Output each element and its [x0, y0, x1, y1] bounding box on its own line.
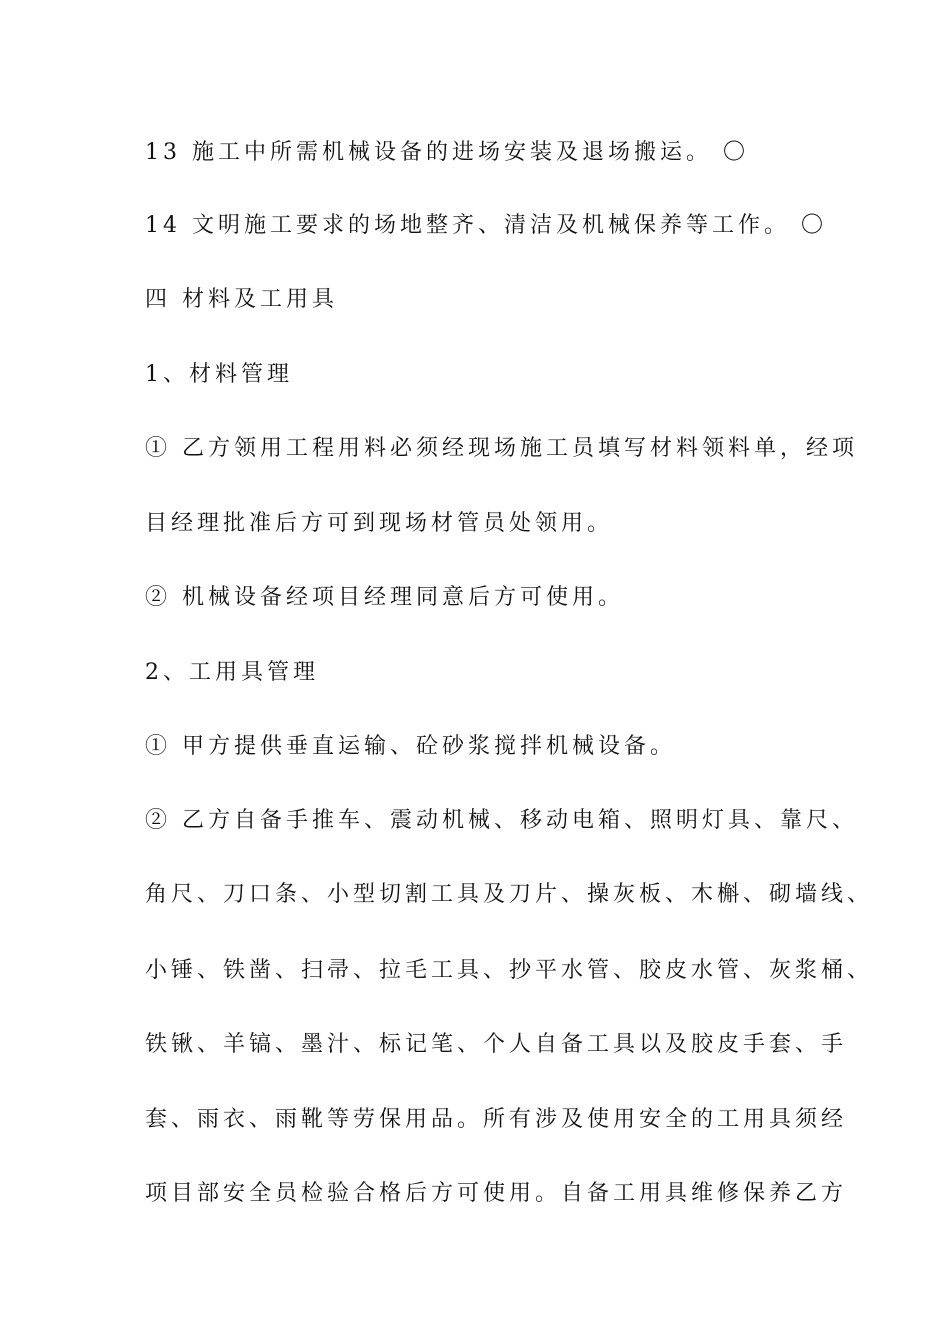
- paragraph-line: ② 乙方自备手推车、震动机械、移动电箱、照明灯具、靠尺、: [145, 808, 858, 833]
- subheading-material-mgmt: 1、材料管理: [145, 362, 293, 387]
- item-14-line: 14 文明施工要求的场地整齐、清洁及机械保养等工作。 〇: [145, 213, 827, 238]
- paragraph-line: 角尺、刀口条、小型切割工具及刀片、操灰板、木槲、砌墙线、: [145, 882, 874, 907]
- section-heading-materials: 四 材料及工用具: [145, 287, 338, 312]
- item-13-line: 13 施工中所需机械设备的进场安装及退场搬运。 〇: [145, 140, 749, 165]
- paragraph-line: ② 机械设备经项目经理同意后方可使用。: [145, 585, 624, 610]
- paragraph-line: 项目部安全员检验合格后方可使用。自备工用具维修保养乙方: [145, 1181, 848, 1206]
- paragraph-line: 套、雨衣、雨靴等劳保用品。所有涉及使用安全的工用具须经: [145, 1107, 848, 1132]
- subheading-tool-mgmt: 2、工用具管理: [145, 660, 319, 685]
- paragraph-line: 小锤、铁凿、扫帚、拉毛工具、抄平水管、胶皮水管、灰浆桶、: [145, 958, 874, 983]
- paragraph-line: ① 乙方领用工程用料必须经现场施工员填写材料领料单，经项: [145, 436, 858, 461]
- paragraph-line: 铁锹、羊镐、墨汁、标记笔、个人自备工具以及胶皮手套、手: [145, 1032, 848, 1057]
- paragraph-line: ① 甲方提供垂直运输、砼砂浆搅拌机械设备。: [145, 734, 676, 759]
- paragraph-line: 目经理批准后方可到现场材管员处领用。: [145, 511, 614, 536]
